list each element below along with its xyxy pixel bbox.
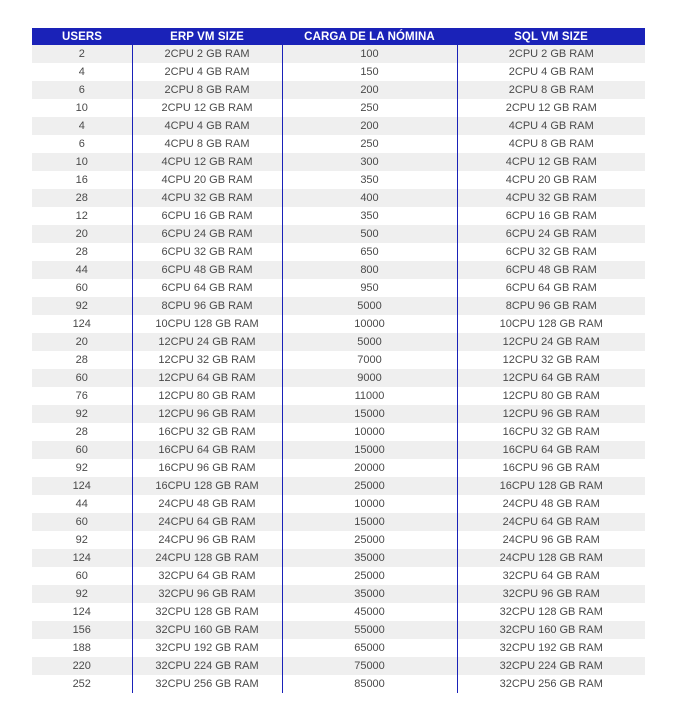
header-erp-vm-size: ERP VM SIZE	[132, 28, 282, 45]
users-cell: 92	[32, 459, 132, 477]
erp-vm-size-cell: 6CPU 48 GB RAM	[132, 261, 282, 279]
carga-nomina-cell: 250	[282, 135, 457, 153]
erp-vm-size-cell: 8CPU 96 GB RAM	[132, 297, 282, 315]
users-cell: 60	[32, 513, 132, 531]
sql-vm-size-cell: 16CPU 32 GB RAM	[457, 423, 645, 441]
table-row	[32, 621, 645, 639]
carga-nomina-cell: 5000	[282, 333, 457, 351]
users-cell: 60	[32, 369, 132, 387]
erp-vm-size-cell: 32CPU 96 GB RAM	[132, 585, 282, 603]
sql-vm-size-cell: 16CPU 64 GB RAM	[457, 441, 645, 459]
table-row	[32, 81, 645, 99]
carga-nomina-cell: 500	[282, 225, 457, 243]
erp-vm-size-cell: 32CPU 192 GB RAM	[132, 639, 282, 657]
table-row	[32, 297, 645, 315]
users-cell: 16	[32, 171, 132, 189]
carga-nomina-cell: 35000	[282, 585, 457, 603]
erp-vm-size-cell: 16CPU 96 GB RAM	[132, 459, 282, 477]
header-carga-nomina: CARGA DE LA NÓMINA	[282, 28, 457, 45]
erp-vm-size-cell: 12CPU 24 GB RAM	[132, 333, 282, 351]
erp-vm-size-cell: 24CPU 128 GB RAM	[132, 549, 282, 567]
erp-vm-size-cell: 24CPU 64 GB RAM	[132, 513, 282, 531]
carga-nomina-cell: 35000	[282, 549, 457, 567]
users-cell: 20	[32, 333, 132, 351]
sql-vm-size-cell: 32CPU 96 GB RAM	[457, 585, 645, 603]
users-cell: 124	[32, 603, 132, 621]
table-row	[32, 99, 645, 117]
carga-nomina-cell: 11000	[282, 387, 457, 405]
sql-vm-size-cell: 6CPU 48 GB RAM	[457, 261, 645, 279]
erp-vm-size-cell: 12CPU 96 GB RAM	[132, 405, 282, 423]
sql-vm-size-cell: 4CPU 8 GB RAM	[457, 135, 645, 153]
carga-nomina-cell: 100	[282, 45, 457, 63]
table-row	[32, 225, 645, 243]
carga-nomina-cell: 10000	[282, 495, 457, 513]
users-cell: 2	[32, 45, 132, 63]
sql-vm-size-cell: 12CPU 24 GB RAM	[457, 333, 645, 351]
users-cell: 4	[32, 117, 132, 135]
table-row	[32, 675, 645, 693]
table-row	[32, 657, 645, 675]
table-row	[32, 567, 645, 585]
erp-vm-size-cell: 16CPU 128 GB RAM	[132, 477, 282, 495]
sql-vm-size-cell: 24CPU 128 GB RAM	[457, 549, 645, 567]
table-row	[32, 63, 645, 81]
users-cell: 124	[32, 315, 132, 333]
table-row	[32, 117, 645, 135]
carga-nomina-cell: 20000	[282, 459, 457, 477]
table-row	[32, 387, 645, 405]
erp-vm-size-cell: 4CPU 12 GB RAM	[132, 153, 282, 171]
sql-vm-size-cell: 2CPU 12 GB RAM	[457, 99, 645, 117]
erp-vm-size-cell: 12CPU 64 GB RAM	[132, 369, 282, 387]
table-row	[32, 171, 645, 189]
table-row	[32, 243, 645, 261]
carga-nomina-cell: 10000	[282, 423, 457, 441]
erp-vm-size-cell: 4CPU 8 GB RAM	[132, 135, 282, 153]
table-row	[32, 405, 645, 423]
table-row	[32, 441, 645, 459]
sql-vm-size-cell: 32CPU 224 GB RAM	[457, 657, 645, 675]
table-row	[32, 333, 645, 351]
carga-nomina-cell: 200	[282, 81, 457, 99]
carga-nomina-cell: 150	[282, 63, 457, 81]
users-cell: 6	[32, 135, 132, 153]
table-row	[32, 369, 645, 387]
sql-vm-size-cell: 4CPU 12 GB RAM	[457, 153, 645, 171]
erp-vm-size-cell: 4CPU 32 GB RAM	[132, 189, 282, 207]
carga-nomina-cell: 950	[282, 279, 457, 297]
carga-nomina-cell: 25000	[282, 567, 457, 585]
erp-vm-size-cell: 6CPU 24 GB RAM	[132, 225, 282, 243]
table-row	[32, 351, 645, 369]
header-users: USERS	[32, 28, 132, 45]
sql-vm-size-cell: 8CPU 96 GB RAM	[457, 297, 645, 315]
users-cell: 6	[32, 81, 132, 99]
users-cell: 92	[32, 405, 132, 423]
table-row	[32, 639, 645, 657]
erp-vm-size-cell: 12CPU 32 GB RAM	[132, 351, 282, 369]
users-cell: 10	[32, 153, 132, 171]
users-cell: 76	[32, 387, 132, 405]
erp-vm-size-cell: 2CPU 8 GB RAM	[132, 81, 282, 99]
erp-vm-size-cell: 2CPU 2 GB RAM	[132, 45, 282, 63]
table-row	[32, 603, 645, 621]
carga-nomina-cell: 200	[282, 117, 457, 135]
users-cell: 188	[32, 639, 132, 657]
sql-vm-size-cell: 12CPU 64 GB RAM	[457, 369, 645, 387]
carga-nomina-cell: 45000	[282, 603, 457, 621]
carga-nomina-cell: 400	[282, 189, 457, 207]
sql-vm-size-cell: 32CPU 160 GB RAM	[457, 621, 645, 639]
users-cell: 60	[32, 279, 132, 297]
sql-vm-size-cell: 16CPU 128 GB RAM	[457, 477, 645, 495]
users-cell: 60	[32, 567, 132, 585]
table-row	[32, 261, 645, 279]
table-row	[32, 135, 645, 153]
erp-vm-size-cell: 32CPU 256 GB RAM	[132, 675, 282, 693]
table-row	[32, 459, 645, 477]
table-row	[32, 189, 645, 207]
sql-vm-size-cell: 32CPU 64 GB RAM	[457, 567, 645, 585]
erp-vm-size-cell: 16CPU 64 GB RAM	[132, 441, 282, 459]
carga-nomina-cell: 25000	[282, 477, 457, 495]
users-cell: 28	[32, 243, 132, 261]
erp-vm-size-cell: 24CPU 48 GB RAM	[132, 495, 282, 513]
sql-vm-size-cell: 4CPU 32 GB RAM	[457, 189, 645, 207]
erp-vm-size-cell: 16CPU 32 GB RAM	[132, 423, 282, 441]
erp-vm-size-cell: 2CPU 12 GB RAM	[132, 99, 282, 117]
table-row	[32, 45, 645, 63]
carga-nomina-cell: 350	[282, 171, 457, 189]
carga-nomina-cell: 75000	[282, 657, 457, 675]
erp-vm-size-cell: 32CPU 64 GB RAM	[132, 567, 282, 585]
users-cell: 4	[32, 63, 132, 81]
table-row	[32, 423, 645, 441]
users-cell: 20	[32, 225, 132, 243]
table-row	[32, 495, 645, 513]
carga-nomina-cell: 15000	[282, 513, 457, 531]
vm-sizing-table	[32, 28, 645, 693]
users-cell: 28	[32, 189, 132, 207]
table-row	[32, 585, 645, 603]
sql-vm-size-cell: 4CPU 20 GB RAM	[457, 171, 645, 189]
sql-vm-size-cell: 2CPU 4 GB RAM	[457, 63, 645, 81]
carga-nomina-cell: 15000	[282, 405, 457, 423]
sql-vm-size-cell: 24CPU 48 GB RAM	[457, 495, 645, 513]
table-row	[32, 207, 645, 225]
erp-vm-size-cell: 2CPU 4 GB RAM	[132, 63, 282, 81]
erp-vm-size-cell: 6CPU 16 GB RAM	[132, 207, 282, 225]
erp-vm-size-cell: 4CPU 4 GB RAM	[132, 117, 282, 135]
users-cell: 92	[32, 531, 132, 549]
sql-vm-size-cell: 24CPU 64 GB RAM	[457, 513, 645, 531]
sql-vm-size-cell: 4CPU 4 GB RAM	[457, 117, 645, 135]
carga-nomina-cell: 25000	[282, 531, 457, 549]
users-cell: 44	[32, 495, 132, 513]
erp-vm-size-cell: 4CPU 20 GB RAM	[132, 171, 282, 189]
table-row	[32, 549, 645, 567]
sql-vm-size-cell: 32CPU 256 GB RAM	[457, 675, 645, 693]
sql-vm-size-cell: 6CPU 16 GB RAM	[457, 207, 645, 225]
sql-vm-size-cell: 6CPU 32 GB RAM	[457, 243, 645, 261]
erp-vm-size-cell: 32CPU 160 GB RAM	[132, 621, 282, 639]
carga-nomina-cell: 250	[282, 99, 457, 117]
header-row	[32, 28, 645, 45]
table-row	[32, 513, 645, 531]
carga-nomina-cell: 300	[282, 153, 457, 171]
sql-vm-size-cell: 12CPU 96 GB RAM	[457, 405, 645, 423]
table-row	[32, 315, 645, 333]
carga-nomina-cell: 10000	[282, 315, 457, 333]
sql-vm-size-cell: 16CPU 96 GB RAM	[457, 459, 645, 477]
erp-vm-size-cell: 6CPU 32 GB RAM	[132, 243, 282, 261]
carga-nomina-cell: 5000	[282, 297, 457, 315]
sql-vm-size-cell: 6CPU 24 GB RAM	[457, 225, 645, 243]
carga-nomina-cell: 85000	[282, 675, 457, 693]
users-cell: 44	[32, 261, 132, 279]
sql-vm-size-cell: 2CPU 2 GB RAM	[457, 45, 645, 63]
carga-nomina-cell: 7000	[282, 351, 457, 369]
sql-vm-size-cell: 32CPU 192 GB RAM	[457, 639, 645, 657]
carga-nomina-cell: 15000	[282, 441, 457, 459]
users-cell: 10	[32, 99, 132, 117]
header-sql-vm-size: SQL VM SIZE	[457, 28, 645, 45]
carga-nomina-cell: 55000	[282, 621, 457, 639]
erp-vm-size-cell: 6CPU 64 GB RAM	[132, 279, 282, 297]
users-cell: 156	[32, 621, 132, 639]
users-cell: 124	[32, 477, 132, 495]
sql-vm-size-cell: 12CPU 32 GB RAM	[457, 351, 645, 369]
carga-nomina-cell: 350	[282, 207, 457, 225]
table-row	[32, 531, 645, 549]
erp-vm-size-cell: 10CPU 128 GB RAM	[132, 315, 282, 333]
erp-vm-size-cell: 12CPU 80 GB RAM	[132, 387, 282, 405]
sql-vm-size-cell: 12CPU 80 GB RAM	[457, 387, 645, 405]
users-cell: 28	[32, 423, 132, 441]
table-row	[32, 279, 645, 297]
sql-vm-size-cell: 24CPU 96 GB RAM	[457, 531, 645, 549]
erp-vm-size-cell: 24CPU 96 GB RAM	[132, 531, 282, 549]
users-cell: 92	[32, 585, 132, 603]
users-cell: 220	[32, 657, 132, 675]
erp-vm-size-cell: 32CPU 128 GB RAM	[132, 603, 282, 621]
carga-nomina-cell: 65000	[282, 639, 457, 657]
users-cell: 252	[32, 675, 132, 693]
users-cell: 60	[32, 441, 132, 459]
users-cell: 28	[32, 351, 132, 369]
sql-vm-size-cell: 6CPU 64 GB RAM	[457, 279, 645, 297]
users-cell: 92	[32, 297, 132, 315]
carga-nomina-cell: 9000	[282, 369, 457, 387]
table-row	[32, 477, 645, 495]
carga-nomina-cell: 650	[282, 243, 457, 261]
sql-vm-size-cell: 10CPU 128 GB RAM	[457, 315, 645, 333]
erp-vm-size-cell: 32CPU 224 GB RAM	[132, 657, 282, 675]
sql-vm-size-cell: 32CPU 128 GB RAM	[457, 603, 645, 621]
table-body	[32, 45, 645, 693]
users-cell: 124	[32, 549, 132, 567]
users-cell: 12	[32, 207, 132, 225]
sql-vm-size-cell: 2CPU 8 GB RAM	[457, 81, 645, 99]
table-row	[32, 153, 645, 171]
carga-nomina-cell: 800	[282, 261, 457, 279]
